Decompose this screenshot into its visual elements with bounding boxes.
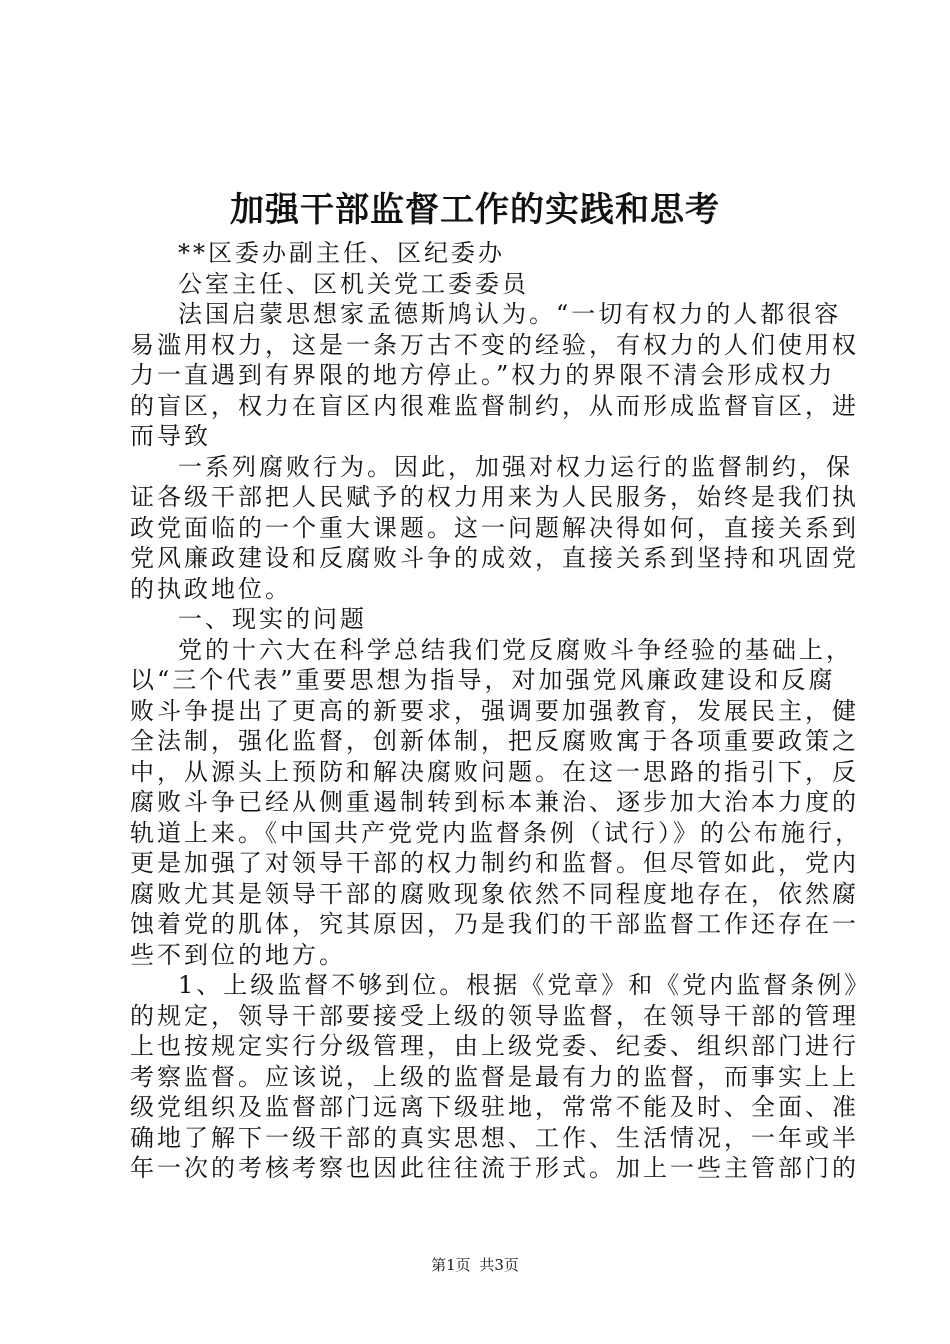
text-line: 公室主任、区机关党工委委员 [178,269,529,298]
text-line: 易滥用权力，这是一条万古不变的经验，有权力的人们使用权 [130,330,859,359]
text-line: 法国启蒙思想家孟德斯鸠认为。“一切有权力的人都很容 [178,300,842,328]
document-title: 加强干部监督工作的实践和思考 [230,190,720,230]
text-line: 党的十六大在科学总结我们党反腐败斗争经验的基础上， [178,635,853,664]
text-line: 以“三个代表”重要思想为指导，对加强党风廉政建设和反腐 [130,666,836,694]
text-line: 政党面临的一个重大课题。这一问题解决得如何，直接关系到 [130,513,859,542]
text-line: 力一直遇到有界限的地方停止。”权力的界限不清会形成权力 [130,361,836,389]
text-line: 蚀着党的肌体，究其原因，乃是我们的干部监督工作还存在一 [130,910,859,938]
document-body [130,238,872,1184]
text-line: 证各级干部把人民赋予的权力用来为人民服务，始终是我们执 [130,483,859,511]
text-line: 的执政地位。 [130,574,292,603]
text-line: 上也按规定实行分级管理，由上级党委、纪委、组织部门进行 [130,1032,859,1060]
text-line: 更是加强了对领导干部的权力制约和监督。但尽管如此，党内 [130,849,859,877]
text-line: 1、上级监督不够到位。根据《党章》和《党内监督条例》 [178,971,872,999]
text-line: 的规定，领导干部要接受上级的领导监督，在领导干部的管理 [130,1001,859,1030]
text-line: 级党组织及监督部门远离下级驻地，常常不能及时、全面、准 [130,1093,859,1121]
text-line: 中，从源头上预防和解决腐败问题。在这一思路的指引下，反 [130,757,859,786]
text-line: **区委办副主任、区纪委办 [178,239,505,267]
text-line: 的盲区，权力在盲区内很难监督制约，从而形成监督盲区，进 [130,391,859,420]
text-line: 一系列腐败行为。因此，加强对权力运行的监督制约，保 [178,452,853,481]
text-line: 腐败斗争已经从侧重遏制转到标本兼治、逐步加大治本力度的 [130,788,859,816]
text-line: 些不到位的地方。 [130,940,346,969]
text-line: 全法制，强化监督，创新体制，把反腐败寓于各项重要政策之 [130,727,859,755]
text-line: 考察监督。应该说，上级的监督是最有力的监督，而事实上上 [130,1062,859,1091]
text-line: 败斗争提出了更高的新要求，强调要加强教育，发展民主，健 [130,696,859,725]
text-line: 党风廉政建设和反腐败斗争的成效，直接关系到坚持和巩固党 [130,544,859,572]
text-line: 年一次的考核考察也因此往往流于形式。加上一些主管部门的 [130,1154,859,1182]
page-footer [0,1254,950,1276]
page-number: 第1页 [431,1256,471,1274]
text-line: 轨道上来。《中国共产党党内监督条例（试行）》的公布施行， [130,818,862,847]
text-line: 腐败尤其是领导干部的腐败现象依然不同程度地存在，依然腐 [130,879,859,908]
text-line: 而导致 [130,422,211,450]
text-line: 一、现实的问题 [178,605,367,633]
text-line: 确地了解下一级干部的真实思想、工作、生活情况，一年或半 [130,1123,859,1152]
page-total: 共3页 [479,1256,519,1274]
